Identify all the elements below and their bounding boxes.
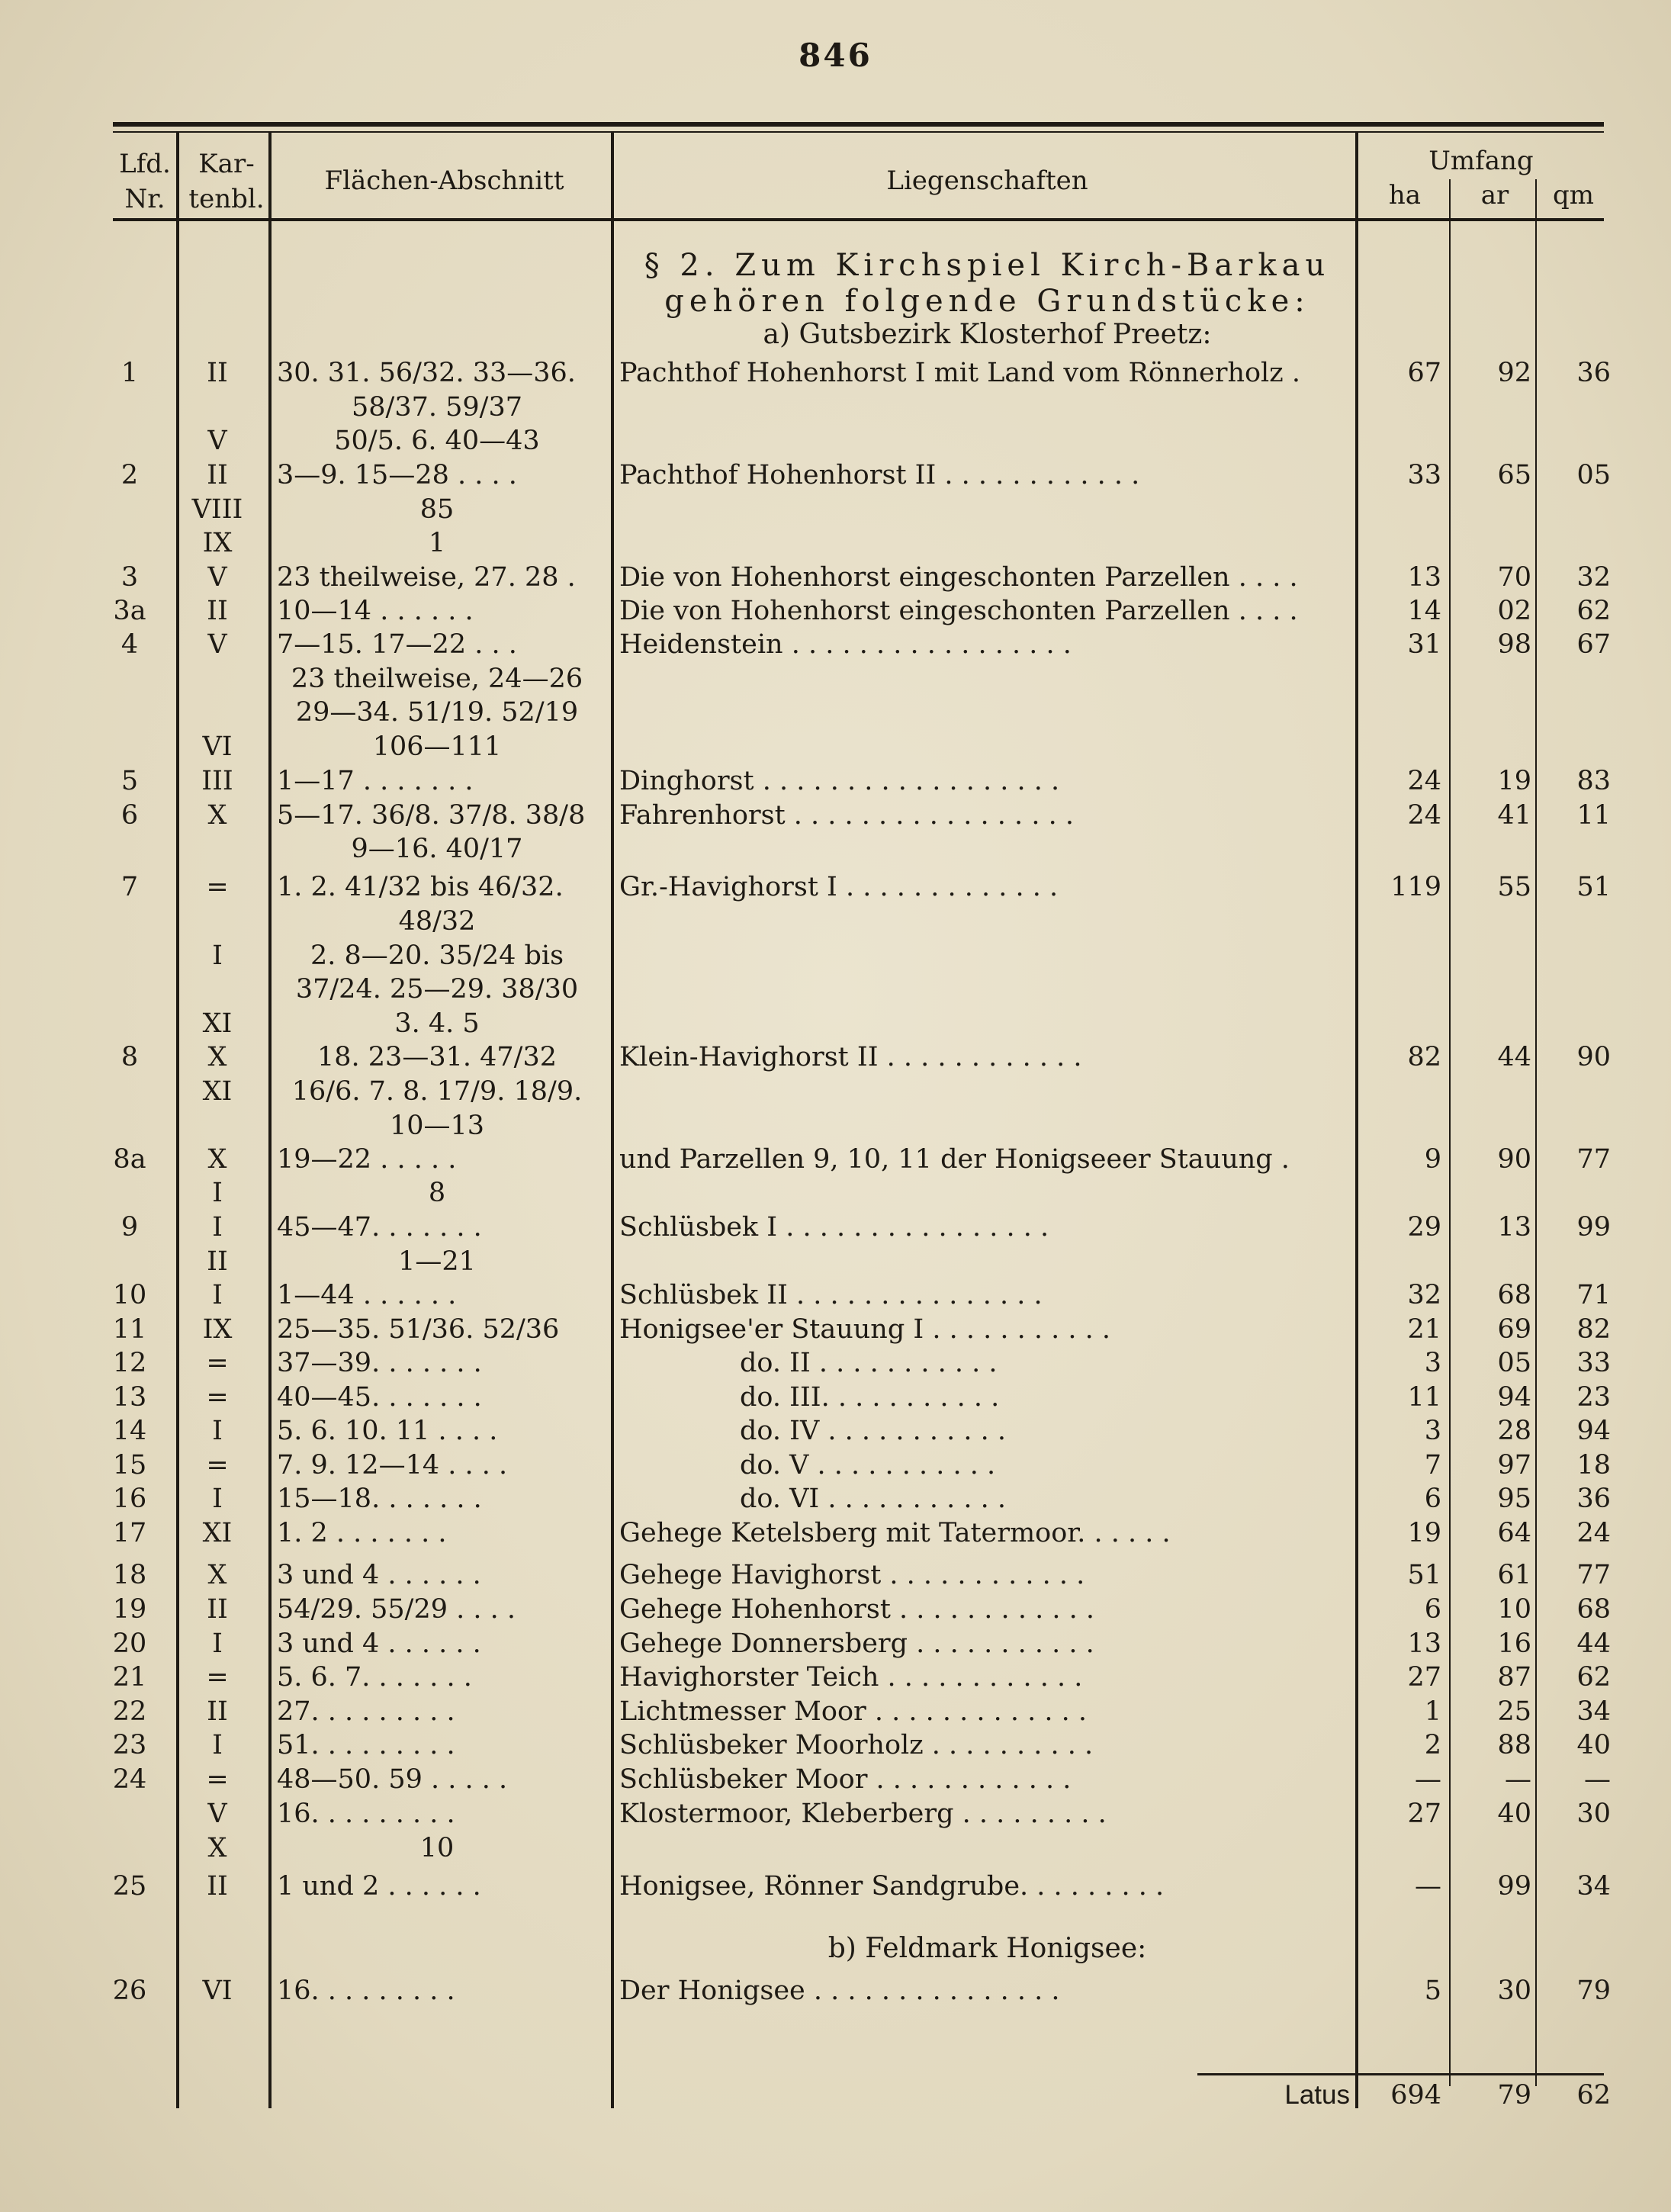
page-number: 846	[799, 37, 872, 74]
cell-ar: 25	[1497, 1696, 1531, 1727]
table-row	[0, 1762, 1671, 1797]
latus-ha: 694	[1390, 2080, 1441, 2111]
cell-flaechen: 3. 4. 5	[394, 1008, 480, 1039]
cell-flaechen: 40—45. . . . . . .	[277, 1382, 482, 1413]
table-row	[0, 729, 1671, 764]
table-row	[0, 1210, 1671, 1245]
cell-nr: 25	[112, 1871, 147, 1902]
cell-kartenblatt: I	[212, 1730, 223, 1760]
section-subtitle: gehören folgende Grundstücke:	[664, 284, 1310, 319]
cell-ha: 51	[1407, 1560, 1441, 1590]
cell-qm: 82	[1576, 1314, 1611, 1345]
cell-nr: 20	[112, 1628, 147, 1659]
cell-qm: 71	[1576, 1280, 1611, 1310]
cell-nr: 8	[121, 1042, 139, 1072]
cell-ar: 02	[1497, 596, 1531, 626]
cell-ha: 5	[1424, 1976, 1441, 2006]
table-row	[0, 1660, 1671, 1695]
cell-ha: 7	[1424, 1450, 1441, 1481]
cell-flaechen: 45—47. . . . . . .	[277, 1212, 482, 1243]
cell-liegenschaft: Fahrenhorst . . . . . . . . . . . . . . . . .	[619, 800, 1074, 831]
cell-qm: 62	[1576, 1662, 1611, 1693]
cell-kartenblatt: I	[212, 1484, 223, 1514]
table-row	[0, 798, 1671, 833]
table-row	[0, 695, 1671, 730]
cell-ha: 3	[1424, 1416, 1441, 1446]
cell-flaechen: 3 und 4 . . . . . .	[277, 1628, 481, 1659]
cell-kartenblatt: I	[212, 1178, 223, 1208]
cell-ha: 1	[1424, 1696, 1441, 1727]
subsection-a: a) Gutsbezirk Klosterhof Preetz:	[763, 319, 1212, 350]
cell-flaechen: 1—21	[398, 1246, 476, 1277]
top-rule-thin	[113, 131, 1604, 133]
header-umfang: Umfang	[1428, 146, 1534, 176]
cell-nr: 2	[121, 460, 139, 490]
cell-flaechen: 15—18. . . . . . .	[277, 1484, 482, 1514]
cell-liegenschaft: Dinghorst . . . . . . . . . . . . . . . . . .	[619, 766, 1060, 796]
cell-kartenblatt: II	[207, 358, 228, 388]
cell-qm: 68	[1576, 1594, 1611, 1625]
cell-liegenschaft: Heidenstein . . . . . . . . . . . . . . . . .	[619, 629, 1072, 660]
cell-ha: 31	[1407, 629, 1441, 660]
table-row	[0, 1278, 1671, 1313]
cell-flaechen: 1—44 . . . . . .	[277, 1280, 457, 1310]
latus-row	[0, 2078, 1671, 2113]
latus-ar: 79	[1497, 2080, 1531, 2111]
table-row	[0, 1869, 1671, 1904]
cell-ha: 13	[1407, 562, 1441, 593]
cell-liegenschaft: do. III. . . . . . . . . . .	[740, 1382, 1000, 1413]
cell-qm: 44	[1576, 1628, 1611, 1659]
header-nr: Lfd. Nr.	[119, 149, 171, 214]
cell-flaechen: 25—35. 51/36. 52/36	[277, 1314, 560, 1345]
table-row	[0, 904, 1671, 939]
latus-label: Latus	[1284, 2080, 1350, 2110]
cell-ar: 87	[1497, 1662, 1531, 1693]
table-row	[0, 972, 1671, 1007]
cell-liegenschaft: Havighorster Teich . . . . . . . . . . . .	[619, 1662, 1083, 1693]
cell-kartenblatt: II	[207, 1696, 228, 1727]
cell-kartenblatt: I	[212, 1628, 223, 1659]
cell-flaechen: 1. 2. 41/32 bis 46/32.	[277, 872, 564, 902]
cell-nr: 9	[121, 1212, 139, 1243]
cell-ar: 70	[1497, 562, 1531, 593]
cell-qm: 90	[1576, 1042, 1611, 1072]
cell-qm: 11	[1576, 800, 1611, 831]
cell-kartenblatt: V	[207, 629, 227, 660]
cell-ar: 16	[1497, 1628, 1531, 1659]
table-row	[0, 526, 1671, 561]
table-row	[0, 1694, 1671, 1729]
cell-liegenschaft: Pachthof Hohenhorst II . . . . . . . . . . . .	[619, 460, 1140, 490]
cell-flaechen: 29—34. 51/19. 52/19	[295, 697, 579, 728]
cell-qm: 36	[1576, 1484, 1611, 1514]
cell-ha: 3	[1424, 1348, 1441, 1378]
cell-kartenblatt: VIII	[191, 494, 243, 525]
cell-kartenblatt: X	[207, 800, 227, 831]
cell-flaechen: 10—13	[389, 1111, 485, 1141]
top-rule-thick	[113, 122, 1604, 127]
cell-flaechen: 106—111	[372, 731, 502, 762]
cell-nr: 21	[112, 1662, 147, 1693]
cell-flaechen: 1—17 . . . . . . .	[277, 766, 474, 796]
cell-nr: 22	[112, 1696, 147, 1727]
cell-ha: 67	[1407, 358, 1441, 388]
cell-kartenblatt: IX	[202, 528, 233, 558]
cell-nr: 10	[112, 1280, 147, 1310]
cell-nr: 18	[112, 1560, 147, 1590]
table-row	[0, 1142, 1671, 1177]
cell-liegenschaft: do. V . . . . . . . . . . .	[740, 1450, 996, 1481]
cell-flaechen: 2. 8—20. 35/24 bis	[310, 940, 564, 971]
cell-ha: 27	[1407, 1799, 1441, 1829]
cell-kartenblatt: V	[207, 1799, 227, 1829]
cell-kartenblatt: =	[206, 1348, 229, 1378]
table-row	[0, 1516, 1671, 1551]
cell-nr: 8a	[113, 1144, 146, 1175]
cell-flaechen: 1 und 2 . . . . . .	[277, 1871, 481, 1902]
cell-liegenschaft: Schlüsbeker Moor . . . . . . . . . . . .	[619, 1764, 1072, 1795]
cell-kartenblatt: I	[212, 1416, 223, 1446]
cell-kartenblatt: II	[207, 1246, 228, 1277]
table-row	[0, 390, 1671, 425]
cell-kartenblatt: XI	[202, 1518, 233, 1548]
cell-nr: 19	[112, 1594, 147, 1625]
cell-liegenschaft: Die von Hohenhorst eingeschonten Parzellen . . . .	[619, 562, 1298, 593]
cell-kartenblatt: =	[206, 872, 229, 902]
cell-ha: 21	[1407, 1314, 1441, 1345]
cell-ar: 28	[1497, 1416, 1531, 1446]
cell-kartenblatt: X	[207, 1833, 227, 1863]
table-row	[0, 764, 1671, 799]
cell-ar: 69	[1497, 1314, 1531, 1345]
cell-liegenschaft: Gehege Ketelsberg mit Tatermoor. . . . . .	[619, 1518, 1171, 1548]
cell-ha: 6	[1424, 1594, 1441, 1625]
cell-liegenschaft: do. IV . . . . . . . . . . .	[740, 1416, 1006, 1446]
cell-ha: 24	[1407, 766, 1441, 796]
latus-qm: 62	[1576, 2080, 1611, 2111]
cell-ha: —	[1415, 1764, 1441, 1795]
cell-qm: —	[1584, 1764, 1611, 1795]
cell-kartenblatt: II	[207, 1594, 228, 1625]
cell-ar: 30	[1497, 1976, 1531, 2006]
cell-qm: 34	[1576, 1696, 1611, 1727]
cell-flaechen: 27. . . . . . . . .	[277, 1696, 455, 1727]
table-row	[0, 423, 1671, 458]
cell-nr: 16	[112, 1484, 147, 1514]
header-kartenblatt: Kar- tenbl.	[188, 149, 265, 214]
cell-qm: 36	[1576, 358, 1611, 388]
header-ha: ha	[1388, 180, 1422, 211]
cell-liegenschaft: Lichtmesser Moor . . . . . . . . . . . . .	[619, 1696, 1088, 1727]
table-row	[0, 1244, 1671, 1279]
cell-qm: 23	[1576, 1382, 1611, 1413]
table-row	[0, 1006, 1671, 1041]
cell-flaechen: 18. 23—31. 47/32	[317, 1042, 557, 1072]
cell-nr: 14	[112, 1416, 147, 1446]
table-row	[0, 593, 1671, 629]
cell-flaechen: 50/5. 6. 40—43	[334, 426, 540, 456]
cell-qm: 77	[1576, 1144, 1611, 1175]
cell-ar: 05	[1497, 1348, 1531, 1378]
header-qm: qm	[1552, 180, 1594, 211]
cell-flaechen: 1. 2 . . . . . . .	[277, 1518, 447, 1548]
cell-flaechen: 5. 6. 7. . . . . . .	[277, 1662, 472, 1693]
cell-nr: 6	[121, 800, 139, 831]
cell-qm: 83	[1576, 766, 1611, 796]
cell-liegenschaft: Honigsee, Rönner Sandgrube. . . . . . . . .	[619, 1871, 1165, 1902]
cell-qm: 30	[1576, 1799, 1611, 1829]
cell-ha: 6	[1424, 1484, 1441, 1514]
cell-kartenblatt: II	[207, 596, 228, 626]
table-row	[0, 1312, 1671, 1347]
cell-ar: 88	[1497, 1730, 1531, 1760]
header-rule	[113, 218, 1604, 221]
cell-liegenschaft: Pachthof Hohenhorst I mit Land vom Rönnerholz .	[619, 358, 1300, 388]
cell-liegenschaft: und Parzellen 9, 10, 11 der Honigseeer Stauung .	[619, 1144, 1290, 1175]
cell-flaechen: 85	[419, 494, 455, 525]
cell-liegenschaft: Gehege Havighorst . . . . . . . . . . . .	[619, 1560, 1085, 1590]
table-row	[0, 661, 1671, 696]
table-row	[0, 1108, 1671, 1143]
cell-qm: 34	[1576, 1871, 1611, 1902]
cell-qm: 51	[1576, 872, 1611, 902]
cell-ha: 24	[1407, 800, 1441, 831]
table-row	[0, 938, 1671, 973]
latus-rule	[1197, 2073, 1604, 2075]
cell-nr: 15	[112, 1450, 147, 1481]
cell-qm: 67	[1576, 629, 1611, 660]
cell-qm: 24	[1576, 1518, 1611, 1548]
cell-flaechen: 8	[428, 1178, 446, 1208]
cell-ar: 55	[1497, 872, 1531, 902]
cell-ar: 44	[1497, 1042, 1531, 1072]
cell-ar: 68	[1497, 1280, 1531, 1310]
table-row	[0, 492, 1671, 527]
cell-flaechen: 3 und 4 . . . . . .	[277, 1560, 481, 1590]
cell-liegenschaft: Honigsee'er Stauung I . . . . . . . . . . .	[619, 1314, 1110, 1345]
subsection-b: b) Feldmark Honigsee:	[827, 1933, 1147, 1964]
cell-flaechen: 10	[419, 1833, 455, 1863]
cell-kartenblatt: I	[212, 1212, 223, 1243]
cell-ha: 19	[1407, 1518, 1441, 1548]
header-flaechen-abschnitt: Flächen-Abschnitt	[324, 166, 564, 196]
cell-flaechen: 48/32	[398, 906, 476, 937]
cell-ha: 82	[1407, 1042, 1441, 1072]
cell-ar: 19	[1497, 766, 1531, 796]
table-row	[0, 560, 1671, 595]
cell-qm: 40	[1576, 1730, 1611, 1760]
cell-ar: 65	[1497, 460, 1531, 490]
cell-nr: 11	[112, 1314, 147, 1345]
cell-liegenschaft: do. II . . . . . . . . . . .	[740, 1348, 998, 1378]
cell-ar: —	[1505, 1764, 1531, 1795]
cell-ha: 2	[1424, 1730, 1441, 1760]
header-liegenschaften: Liegenschaften	[886, 166, 1088, 196]
cell-liegenschaft: Schlüsbeker Moorholz . . . . . . . . . .	[619, 1730, 1094, 1760]
cell-ha: 119	[1390, 872, 1441, 902]
cell-qm: 62	[1576, 596, 1611, 626]
table-row	[0, 1558, 1671, 1593]
table-row	[0, 1413, 1671, 1448]
table-row	[0, 870, 1671, 905]
cell-flaechen: 23 theilweise, 24—26	[291, 664, 583, 694]
table-row	[0, 1040, 1671, 1075]
cell-qm: 18	[1576, 1450, 1611, 1481]
cell-flaechen: 10—14 . . . . . .	[277, 596, 474, 626]
cell-ha: 14	[1407, 596, 1441, 626]
table-row	[0, 1831, 1671, 1866]
cell-liegenschaft: do. VI . . . . . . . . . . .	[740, 1484, 1006, 1514]
cell-ha: 32	[1407, 1280, 1441, 1310]
cell-kartenblatt: VI	[202, 1976, 233, 2006]
cell-liegenschaft: Gr.-Havighorst I . . . . . . . . . . . . .	[619, 872, 1059, 902]
cell-flaechen: 7. 9. 12—14 . . . .	[277, 1450, 508, 1481]
cell-qm: 99	[1576, 1212, 1611, 1243]
cell-flaechen: 5—17. 36/8. 37/8. 38/8	[277, 800, 586, 831]
table-row	[0, 1592, 1671, 1627]
cell-flaechen: 37—39. . . . . . .	[277, 1348, 482, 1378]
cell-liegenschaft: Klostermoor, Kleberberg . . . . . . . . .	[619, 1799, 1107, 1829]
cell-liegenschaft: Schlüsbek I . . . . . . . . . . . . . . . .	[619, 1212, 1049, 1243]
cell-kartenblatt: =	[206, 1382, 229, 1413]
cell-ar: 64	[1497, 1518, 1531, 1548]
table-row	[0, 1074, 1671, 1109]
cell-qm: 77	[1576, 1560, 1611, 1590]
cell-kartenblatt: II	[207, 460, 228, 490]
section-title: § 2. Zum Kirchspiel Kirch-Barkau	[644, 248, 1331, 283]
cell-qm: 79	[1576, 1976, 1611, 2006]
table-row	[0, 1796, 1671, 1831]
cell-ar: 98	[1497, 629, 1531, 660]
cell-flaechen: 5. 6. 10. 11 . . . .	[277, 1416, 498, 1446]
table-row	[0, 1626, 1671, 1661]
cell-ha: 33	[1407, 460, 1441, 490]
cell-ha: 27	[1407, 1662, 1441, 1693]
cell-nr: 17	[112, 1518, 147, 1548]
cell-kartenblatt: II	[207, 1871, 228, 1902]
cell-kartenblatt: III	[201, 766, 233, 796]
table-row	[0, 458, 1671, 493]
cell-ha: 11	[1407, 1382, 1441, 1413]
cell-ar: 41	[1497, 800, 1531, 831]
table-row	[0, 1973, 1671, 2008]
cell-flaechen: 16/6. 7. 8. 17/9. 18/9.	[291, 1076, 583, 1107]
cell-liegenschaft: Der Honigsee . . . . . . . . . . . . . . .	[619, 1976, 1060, 2006]
cell-nr: 12	[112, 1348, 147, 1378]
cell-ar: 40	[1497, 1799, 1531, 1829]
cell-kartenblatt: V	[207, 426, 227, 456]
cell-flaechen: 54/29. 55/29 . . . .	[277, 1594, 516, 1625]
cell-nr: 3	[121, 562, 139, 593]
cell-nr: 3a	[113, 596, 146, 626]
cell-kartenblatt: X	[207, 1144, 227, 1175]
cell-kartenblatt: X	[207, 1560, 227, 1590]
cell-ar: 90	[1497, 1144, 1531, 1175]
table-row	[0, 1728, 1671, 1763]
cell-qm: 94	[1576, 1416, 1611, 1446]
cell-ar: 97	[1497, 1450, 1531, 1481]
cell-flaechen: 23 theilweise, 27. 28 .	[277, 562, 576, 593]
table-row	[0, 1380, 1671, 1415]
cell-ar: 10	[1497, 1594, 1531, 1625]
cell-nr: 13	[112, 1382, 147, 1413]
cell-liegenschaft: Klein-Havighorst II . . . . . . . . . . . .	[619, 1042, 1082, 1072]
cell-ar: 99	[1497, 1871, 1531, 1902]
cell-nr: 23	[112, 1730, 147, 1760]
table-row	[0, 1175, 1671, 1210]
cell-qm: 32	[1576, 562, 1611, 593]
cell-ar: 94	[1497, 1382, 1531, 1413]
cell-ar: 92	[1497, 358, 1531, 388]
cell-flaechen: 19—22 . . . . .	[277, 1144, 457, 1175]
cell-nr: 4	[121, 629, 139, 660]
header-ar: ar	[1480, 180, 1509, 211]
cell-ha: 13	[1407, 1628, 1441, 1659]
cell-kartenblatt: V	[207, 562, 227, 593]
cell-kartenblatt: I	[212, 940, 223, 971]
cell-nr: 1	[121, 358, 139, 388]
cell-kartenblatt: =	[206, 1450, 229, 1481]
cell-flaechen: 9—16. 40/17	[351, 834, 523, 864]
cell-flaechen: 16. . . . . . . . .	[277, 1976, 455, 2006]
cell-flaechen: 30. 31. 56/32. 33—36.	[277, 358, 576, 388]
cell-nr: 24	[112, 1764, 147, 1795]
cell-kartenblatt: XI	[202, 1076, 233, 1107]
table-row	[0, 831, 1671, 866]
table-row	[0, 627, 1671, 662]
cell-ar: 61	[1497, 1560, 1531, 1590]
cell-kartenblatt: IX	[202, 1314, 233, 1345]
cell-flaechen: 48—50. 59 . . . . .	[277, 1764, 508, 1795]
cell-qm: 33	[1576, 1348, 1611, 1378]
cell-ha: —	[1415, 1871, 1441, 1902]
cell-liegenschaft: Die von Hohenhorst eingeschonten Parzellen . . . .	[619, 596, 1298, 626]
table-row	[0, 1481, 1671, 1516]
cell-kartenblatt: I	[212, 1280, 223, 1310]
cell-nr: 5	[121, 766, 139, 796]
cell-kartenblatt: VI	[202, 731, 233, 762]
cell-flaechen: 37/24. 25—29. 38/30	[295, 974, 579, 1005]
cell-liegenschaft: Schlüsbek II . . . . . . . . . . . . . . .	[619, 1280, 1043, 1310]
cell-flaechen: 3—9. 15—28 . . . .	[277, 460, 517, 490]
cell-flaechen: 58/37. 59/37	[352, 392, 522, 423]
table-row	[0, 355, 1671, 391]
cell-flaechen: 1	[428, 528, 446, 558]
cell-kartenblatt: XI	[202, 1008, 233, 1039]
cell-kartenblatt: =	[206, 1764, 229, 1795]
table-row	[0, 1448, 1671, 1483]
cell-flaechen: 7—15. 17—22 . . .	[277, 629, 517, 660]
cell-kartenblatt: X	[207, 1042, 227, 1072]
cell-ha: 9	[1424, 1144, 1441, 1175]
table-row	[0, 1346, 1671, 1381]
cell-ar: 13	[1497, 1212, 1531, 1243]
cell-kartenblatt: =	[206, 1662, 229, 1693]
cell-flaechen: 16. . . . . . . . .	[277, 1799, 455, 1829]
cell-nr: 7	[121, 872, 139, 902]
cell-liegenschaft: Gehege Hohenhorst . . . . . . . . . . . .	[619, 1594, 1094, 1625]
cell-liegenschaft: Gehege Donnersberg . . . . . . . . . . .	[619, 1628, 1094, 1659]
cell-nr: 26	[112, 1976, 147, 2006]
cell-ha: 29	[1407, 1212, 1441, 1243]
cell-qm: 05	[1576, 460, 1611, 490]
cell-flaechen: 51. . . . . . . . .	[277, 1730, 455, 1760]
cell-ar: 95	[1497, 1484, 1531, 1514]
